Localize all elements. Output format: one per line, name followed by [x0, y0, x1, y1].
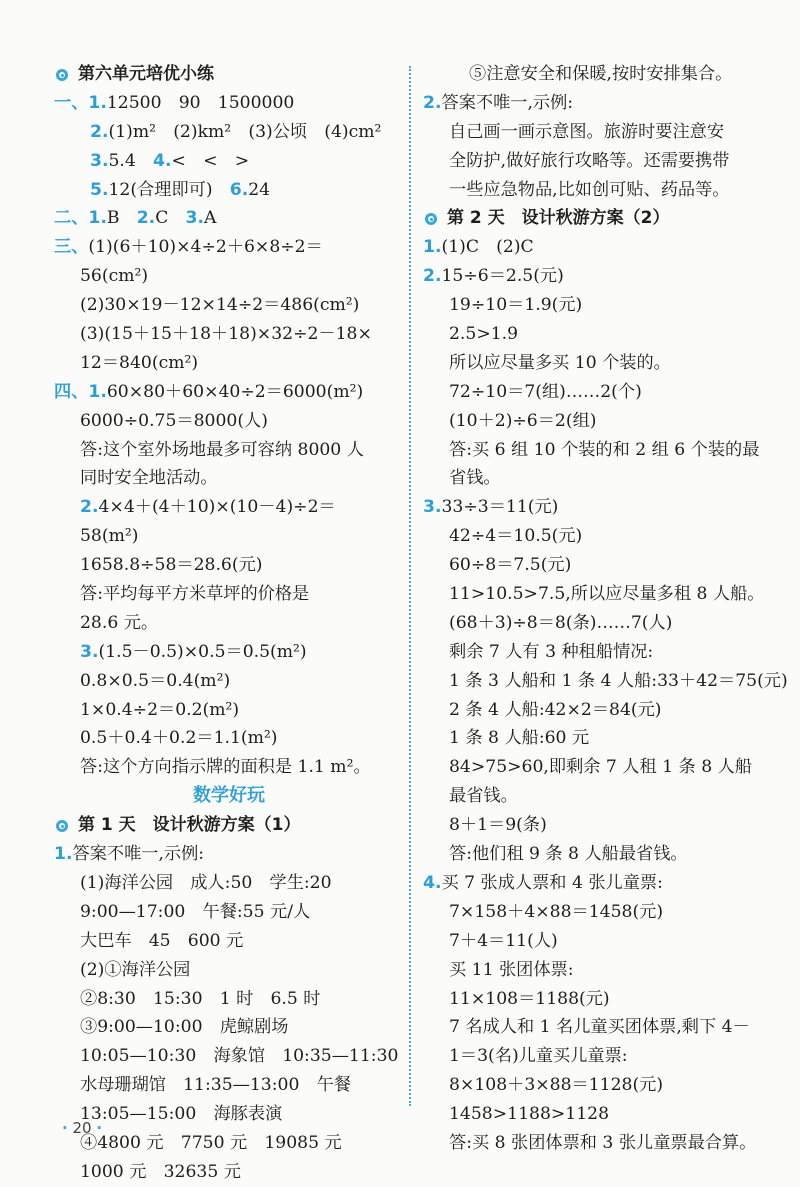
circle-bullet-icon — [425, 213, 437, 225]
answer-text: 1458>1188>1128 — [449, 1104, 610, 1125]
answer-line — [54, 898, 404, 927]
answer-text: 15÷6＝2.5(元) — [441, 266, 564, 287]
answer-text: (1)海洋公园 成人:50 学生:20 — [80, 872, 332, 893]
answer-line — [423, 869, 785, 898]
answer-text: 10:05—10:30 海象馆 10:35—11:30 — [80, 1046, 399, 1067]
section-heading-text: 第 2 天 设计秋游方案（2） — [447, 208, 670, 229]
right-column — [423, 60, 788, 1158]
page-dot-right: · — [96, 1119, 103, 1137]
answer-text: 1×0.4÷2＝0.2(m²) — [80, 699, 240, 720]
answer-text: (1)m² (2)km² (3)公顷 (4)cm² — [108, 121, 382, 142]
answer-text: 42÷4＝10.5(元) — [449, 526, 583, 547]
answer-line — [423, 696, 785, 725]
answer-line — [54, 89, 404, 118]
answer-line — [423, 60, 785, 89]
answer-line — [54, 1158, 404, 1187]
question-number: 四、1. — [54, 381, 107, 402]
answer-line — [423, 956, 785, 985]
answer-line — [54, 1100, 404, 1129]
chapter-title: 数学好玩 — [193, 785, 265, 807]
answer-line — [423, 724, 785, 753]
answer-line — [423, 985, 785, 1014]
answer-line — [54, 869, 404, 898]
answer-text: B — [106, 208, 137, 229]
answer-text: 所以应尽量多买 10 个装的。 — [449, 352, 671, 373]
question-number: 1. — [423, 237, 442, 258]
answer-text: 1 条 3 人船和 1 条 4 人船:33＋42＝75(元) — [449, 670, 788, 691]
answer-line — [54, 840, 404, 869]
answer-line — [54, 349, 404, 378]
answer-text: 12＝840(cm²) — [80, 352, 199, 373]
answer-line — [423, 1042, 785, 1071]
answer-text: 8×108＋3×88＝1128(元) — [449, 1075, 664, 1096]
answer-line — [423, 320, 785, 349]
answer-line — [423, 118, 785, 147]
answer-text: ⑤注意安全和保暖,按时安排集合。 — [469, 64, 733, 84]
answer-text: 买 11 张团体票: — [449, 959, 574, 980]
answer-line — [54, 927, 404, 956]
answer-line — [54, 551, 404, 580]
page-dot-left: · — [62, 1119, 68, 1137]
answer-text: 84>75>60,即剩余 7 人租 1 条 8 人船 — [449, 757, 752, 778]
answer-text: 2 条 4 人船:42×2＝84(元) — [449, 699, 662, 720]
question-number: 二、1. — [54, 208, 107, 229]
answer-text: (1)C (2)C — [441, 237, 534, 258]
answer-line — [423, 522, 785, 551]
question-number: 3. — [423, 497, 442, 518]
section-heading — [423, 204, 785, 233]
answer-line — [54, 1129, 404, 1158]
answer-line — [423, 782, 785, 811]
answer-text: 12500 90 1500000 — [106, 92, 295, 113]
answer-text: 全防护,做好旅行攻略等。还需要携带 — [449, 150, 730, 171]
answer-text: 答案不唯一,示例: — [441, 92, 574, 113]
answer-text: 58(m²) — [80, 526, 139, 547]
answer-text: 7 名成人和 1 名儿童买团体票,剩下 4－ — [449, 1017, 750, 1038]
answer-line — [423, 580, 785, 609]
answer-text: 56(cm²) — [80, 266, 149, 287]
answer-text: 6000÷0.75＝8000(人) — [80, 410, 268, 431]
answer-line — [423, 262, 785, 291]
answer-text: 28.6 元。 — [80, 612, 159, 633]
answer-line — [54, 378, 404, 407]
answer-text: 19÷10＝1.9(元) — [449, 295, 583, 316]
section-heading-text: 第 1 天 设计秋游方案（1） — [78, 815, 301, 836]
answer-text: 1000 元 32635 元 — [80, 1161, 241, 1182]
answer-text: 水母珊瑚馆 11:35—13:00 午餐 — [80, 1075, 351, 1096]
answer-text: (68＋3)÷8＝8(条)……7(人) — [449, 612, 673, 633]
answer-line — [54, 638, 404, 667]
answer-line — [423, 1100, 785, 1129]
answer-text: 13:05—15:00 海豚表演 — [80, 1104, 283, 1125]
answer-text: 24 — [248, 179, 271, 200]
page-number-text: 20 — [72, 1119, 92, 1137]
answer-line — [423, 233, 785, 262]
answer-line — [423, 667, 788, 696]
circle-bullet-icon — [56, 820, 68, 832]
answer-line — [54, 407, 404, 436]
answer-line — [54, 753, 404, 782]
answer-text: 12(合理即可) — [108, 179, 230, 200]
answer-text: 9:00—17:00 午餐:55 元/人 — [80, 901, 311, 922]
answer-line — [423, 176, 785, 205]
answer-line — [423, 464, 785, 493]
answer-line — [54, 320, 404, 349]
question-number: 2. — [423, 266, 442, 287]
answer-text: 2.5>1.9 — [449, 324, 519, 345]
answer-text: 答:买 8 张团体票和 3 张儿童票最合算。 — [449, 1132, 757, 1153]
answer-text: 买 7 张成人票和 4 张儿童票: — [441, 872, 663, 893]
answer-text: 4×4＋(4＋10)×(10－4)÷2＝ — [98, 497, 336, 518]
answer-text: 一些应急物品,比如创可贴、药品等。 — [449, 179, 730, 200]
answer-text: 7×158＋4×88＝1458(元) — [449, 901, 664, 922]
answer-text: C — [155, 208, 186, 229]
answer-line — [54, 667, 404, 696]
answer-text: 答:他们租 9 条 8 人船最省钱。 — [449, 844, 688, 865]
answer-text: 60÷8＝7.5(元) — [449, 555, 572, 576]
question-number: 2. — [90, 121, 109, 142]
question-number: 1. — [54, 844, 73, 865]
answer-text: 11>10.5>7.5,所以应尽量多租 8 人船。 — [449, 584, 765, 605]
answer-text: A — [204, 208, 217, 229]
answer-line — [54, 118, 404, 147]
answer-line — [54, 464, 404, 493]
answer-line — [423, 493, 785, 522]
answer-text: 8＋1＝9(条) — [449, 815, 547, 836]
answer-text: 72÷10＝7(组)……2(个) — [449, 381, 642, 402]
question-number: 3. — [90, 150, 109, 171]
question-number: 2. — [423, 92, 442, 113]
question-number: 6. — [229, 179, 249, 200]
answer-line — [54, 493, 404, 522]
answer-line — [423, 840, 785, 869]
section-heading-text: 第六单元培优小练 — [78, 64, 214, 84]
section-heading — [54, 811, 404, 840]
left-column — [54, 60, 404, 1187]
answer-text: (1)(6＋10)×4÷2＋6×8÷2＝ — [88, 237, 323, 258]
answer-line — [423, 898, 785, 927]
answer-line — [54, 985, 404, 1014]
circle-bullet-icon — [56, 69, 68, 81]
question-number: 5. — [90, 179, 109, 200]
answer-line — [54, 1013, 404, 1042]
answer-text: 同时安全地活动。 — [80, 468, 218, 489]
answer-line — [423, 378, 785, 407]
answer-line — [54, 262, 404, 291]
answer-text: 11×108＝1188(元) — [449, 988, 610, 1009]
answer-text: (10＋2)÷6＝2(组) — [449, 410, 597, 431]
answer-text: 0.8×0.5＝0.4(m²) — [80, 670, 231, 691]
answer-line — [54, 1071, 404, 1100]
answer-text: 答:买 6 组 10 个装的和 2 组 6 个装的最 — [449, 439, 760, 460]
answer-line — [423, 1129, 785, 1158]
answer-line — [54, 204, 404, 233]
answer-text: 33÷3＝11(元) — [441, 497, 559, 518]
answer-text: 大巴车 45 600 元 — [80, 930, 244, 951]
answer-line — [54, 233, 404, 262]
answer-text: 自己画一画示意图。旅游时要注意安 — [449, 121, 725, 142]
answer-text: 答:平均每平方米草坪的价格是 — [80, 584, 310, 605]
answer-text: 最省钱。 — [449, 786, 518, 807]
answer-text: (3)(15＋15＋18＋18)×32÷2－18× — [80, 324, 372, 345]
question-number: 3. — [80, 641, 99, 662]
answer-line — [54, 522, 404, 551]
answer-line — [423, 407, 785, 436]
answer-line — [423, 638, 785, 667]
answer-line — [54, 696, 404, 725]
answer-line — [54, 956, 404, 985]
question-number: 2. — [136, 208, 156, 229]
answer-text: (2)①海洋公园 — [80, 959, 191, 980]
answer-text: ②8:30 15:30 1 时 6.5 时 — [80, 988, 321, 1009]
answer-line — [423, 436, 785, 465]
answer-line — [423, 609, 785, 638]
question-number: 4. — [423, 872, 442, 893]
question-number: 2. — [80, 497, 99, 518]
answer-text: 1658.8÷58＝28.6(元) — [80, 555, 263, 576]
answer-text: (2)30×19－12×14÷2＝486(cm²) — [80, 295, 360, 316]
answer-line — [54, 436, 404, 465]
answer-line — [54, 291, 404, 320]
answer-line — [54, 1042, 404, 1071]
answer-line — [423, 349, 785, 378]
answer-line — [423, 1071, 785, 1100]
answer-line — [423, 147, 785, 176]
answer-line — [54, 580, 404, 609]
section-heading — [54, 60, 404, 89]
answer-text: 60×80＋60×40÷2＝6000(m²) — [106, 381, 364, 402]
question-number: 3. — [185, 208, 205, 229]
answer-text: 省钱。 — [449, 468, 501, 489]
answer-text: ③9:00—10:00 虎鲸剧场 — [80, 1017, 289, 1038]
answer-line — [423, 291, 785, 320]
answer-text: 答:这个室外场地最多可容纳 8000 人 — [80, 439, 364, 460]
answer-text: 剩余 7 人有 3 种租船情况: — [449, 641, 654, 662]
answer-line — [423, 1013, 785, 1042]
answer-text: < < > — [171, 150, 250, 171]
answer-text: 5.4 — [108, 150, 154, 171]
answer-text: 1＝3(名)儿童买儿童票: — [449, 1046, 628, 1067]
answer-line — [423, 89, 785, 118]
answer-line — [54, 724, 404, 753]
answer-text: ④4800 元 7750 元 19085 元 — [80, 1132, 342, 1153]
question-number: 三、 — [54, 237, 89, 258]
answer-line — [54, 147, 404, 176]
answer-text: 7＋4＝11(人) — [449, 930, 558, 951]
answer-line — [423, 551, 785, 580]
answer-line — [54, 176, 404, 205]
answer-text: 答案不唯一,示例: — [72, 844, 205, 865]
page-number — [62, 1119, 102, 1137]
answer-text: 0.5＋0.4＋0.2＝1.1(m²) — [80, 728, 278, 749]
answer-line — [423, 753, 785, 782]
column-divider — [409, 66, 411, 1106]
answer-text: (1.5－0.5)×0.5＝0.5(m²) — [98, 641, 307, 662]
question-number: 4. — [153, 150, 172, 171]
answer-line — [423, 927, 785, 956]
question-number: 一、1. — [54, 92, 107, 113]
answer-text: 1 条 8 人船:60 元 — [449, 728, 590, 749]
answer-line — [54, 609, 404, 638]
answer-line — [423, 811, 785, 840]
answer-text: 答:这个方向指示牌的面积是 1.1 m²。 — [80, 757, 371, 778]
